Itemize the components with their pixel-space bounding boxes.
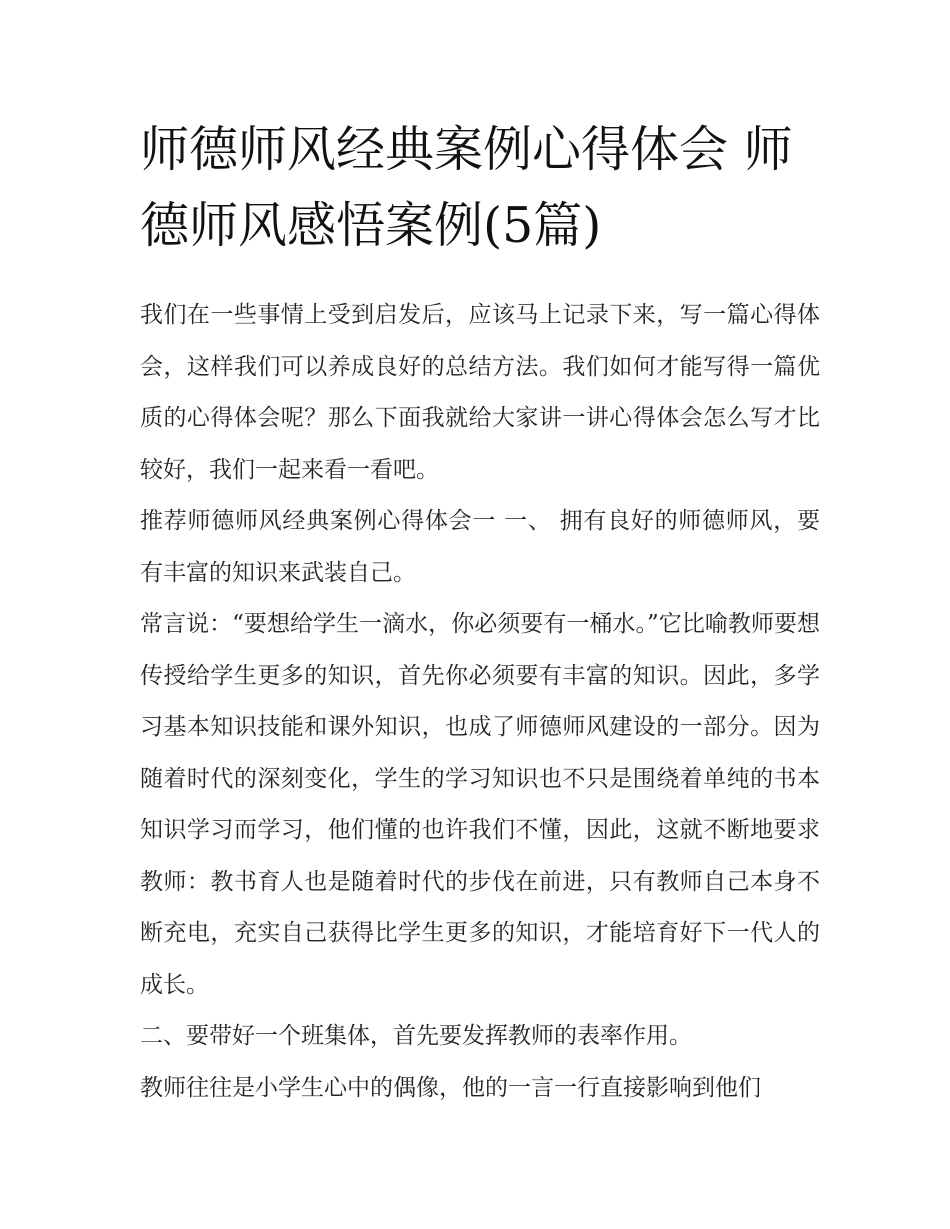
paragraph-teacher-idol: 教师往往是小学生心中的偶像，他的一言一行直接影响到他们 bbox=[140, 1074, 761, 1101]
paragraph-section-two: 二、要带好一个班集体，首先要发挥教师的表率作用。 bbox=[140, 1023, 692, 1049]
document-page bbox=[140, 112, 820, 1114]
paragraph-recommend: 推荐师德师风经典案例心得体会一 一、 拥有良好的师德师风，要有丰富的知识来武装自己。 bbox=[140, 508, 820, 586]
document-title: 师德师风经典案例心得体会 师德师风感悟案例(5篇) bbox=[140, 121, 793, 254]
paragraph-intro: 我们在一些事情上受到启发后，应该马上记录下来，写一篇心得体会，这样我们可以养成良好的总结方法。我们如何才能写得一篇优质的心得体会呢？那么下面我就给大家讲一讲心得体会怎么写才比较好，我们一起来看一看吧。 bbox=[140, 302, 820, 483]
paragraph-saying: 常言说：“要想给学生一滴水，你必须要有一桶水。”它比喻教师要想传授给学生更多的知识，首先你必须要有丰富的知识。因此，多学习基本知识技能和课外知识，也成了师德师风建设的一部分。因为随着时代的深刻变化，学生的学习知识也不只是围绕着单纯的书本知识学习而学习，他们懂的也许我们不懂，因此，这就不断地要求教师：教书育人也是随着时代的步伐在前进，只有教师自己本身不断充电，充实自己获得比学生更多的知识，才能培育好下一代人的成长。 bbox=[140, 611, 820, 998]
